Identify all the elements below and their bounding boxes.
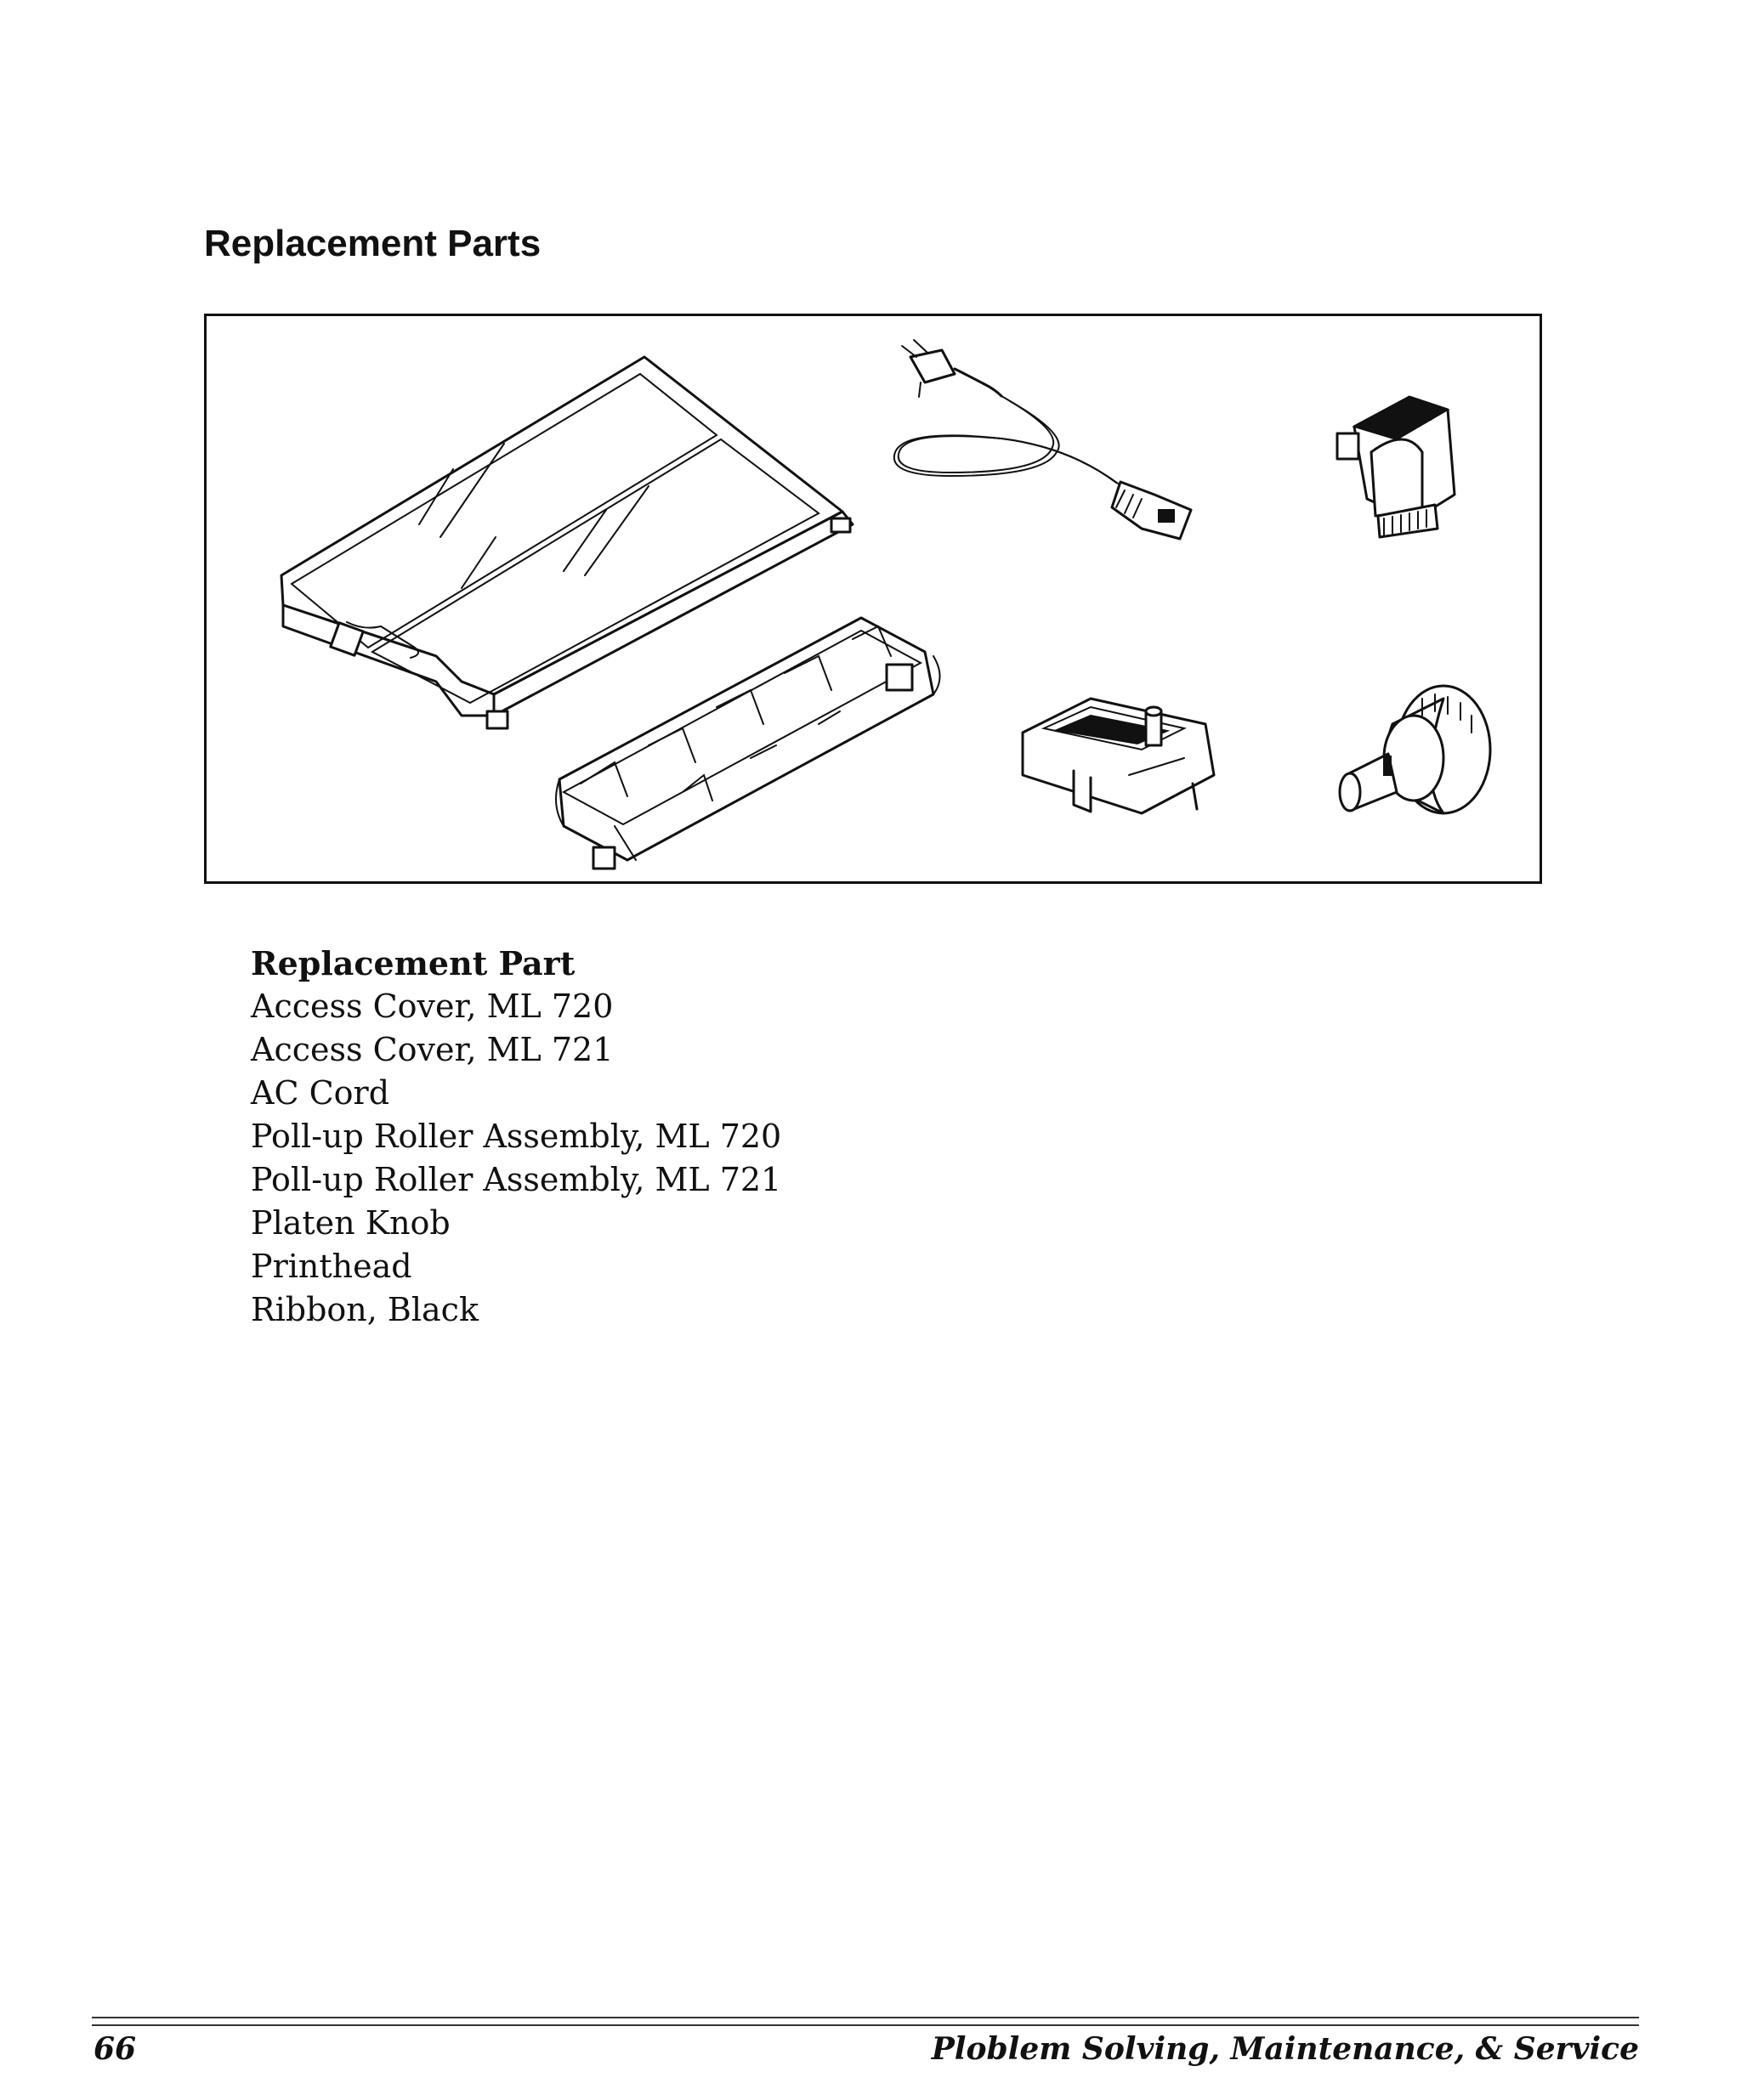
parts-illustration bbox=[207, 316, 1540, 881]
list-item: Platen Knob bbox=[251, 1204, 451, 1242]
list-item: Ribbon, Black bbox=[251, 1291, 479, 1328]
page-number: 66 bbox=[94, 2031, 137, 2067]
list-item: Access Cover, ML 720 bbox=[251, 988, 614, 1025]
list-item: Access Cover, ML 721 bbox=[251, 1031, 614, 1068]
printhead-illustration bbox=[1337, 397, 1455, 537]
footer-rule-top bbox=[92, 2017, 1639, 2018]
list-item: AC Cord bbox=[251, 1074, 390, 1112]
ribbon-cartridge-illustration bbox=[1023, 699, 1214, 813]
footer-section-title: Ploblem Solving, Maintenance, & Service bbox=[931, 2031, 1639, 2067]
page-title: Replacement Parts bbox=[204, 223, 542, 264]
list-item: Poll-up Roller Assembly, ML 720 bbox=[251, 1118, 782, 1155]
parts-list-header: Replacement Part bbox=[251, 944, 576, 982]
list-item: Printhead bbox=[251, 1248, 412, 1285]
parts-illustration-figure bbox=[204, 314, 1542, 884]
replacement-parts-list bbox=[251, 942, 781, 1332]
ac-cord-illustration bbox=[894, 340, 1191, 539]
list-item: Poll-up Roller Assembly, ML 721 bbox=[251, 1161, 782, 1198]
footer-rule-bottom bbox=[92, 2024, 1639, 2026]
pull-up-roller-illustration bbox=[556, 618, 940, 869]
platen-knob-illustration bbox=[1340, 686, 1490, 813]
